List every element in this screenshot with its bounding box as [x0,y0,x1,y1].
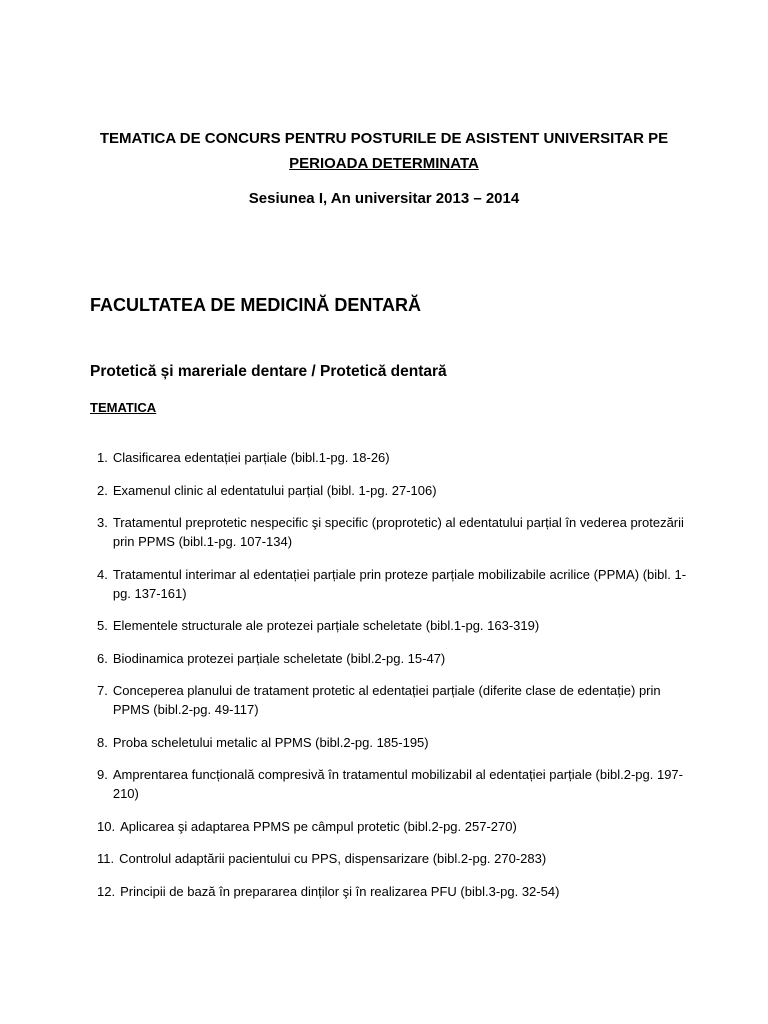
list-item [97,733,697,752]
list-item [97,817,697,836]
topic-number: 2. [97,482,108,498]
list-item [97,565,697,603]
title-line-1: TEMATICA DE CONCURS PENTRU POSTURILE DE ASISTENT UNIVERSITAR PE [99,130,669,147]
topic-number: 12. [97,883,116,899]
topic-number: 10. [97,818,116,834]
document-title [0,126,768,176]
topic-text: Tratamentul interimar al edentației parțiale prin proteze parțiale mobilizabile acrilice (PPMA) (bibl. 1-pg. 137-161) [112,566,687,601]
topic-number: 1. [97,450,108,465]
discipline-heading: Protetică și mareriale dentare / Protetică dentară [90,363,447,380]
topic-text: Elementele structurale ale protezei parțiale scheletate (bibl.1-pg. 163-319) [112,618,540,633]
list-item [97,765,697,803]
topic-text: Tratamentul preprotetic nespecific şi specific (proprotetic) al edentatului parțial în vederea protezării prin PPMS (bibl.1-pg. 107-134) [112,515,684,549]
topic-number: 3. [97,515,108,530]
topic-text: Controlul adaptării pacientului cu PPS, dispensarizare (bibl.2-pg. 270-283) [119,851,547,866]
list-item [97,513,697,551]
topic-number: 5. [97,618,108,633]
topic-number: 6. [97,650,108,666]
topic-number: 7. [97,683,108,698]
list-item [97,616,697,635]
topic-text: Principii de bază în prepararea dinților şi în realizarea PFU (bibl.3-pg. 32-54) [120,883,560,899]
list-item [97,882,697,901]
faculty-heading: FACULTATEA DE MEDICINĂ DENTARĂ [90,295,421,315]
topic-text: Conceperea planului de tratament protetic al edentației parțiale (diferite clase de edentație) prin PPMS (bibl.2-pg. 49-117) [112,683,661,717]
topic-text: Examenul clinic al edentatului parțial (bibl. 1-pg. 27-106) [112,482,437,498]
title-line-2: PERIOADA DETERMINATA [289,155,479,172]
topic-number: 8. [97,734,108,750]
list-item [97,849,697,868]
topic-list [97,448,697,914]
topic-number: 4. [97,566,108,582]
topic-text: Clasificarea edentației parțiale (bibl.1-pg. 18-26) [112,450,390,465]
topic-text: Proba scheletului metalic al PPMS (bibl.2-pg. 185-195) [112,734,429,750]
section-label-tematica: TEMATICA [90,400,157,415]
topic-text: Amprentarea funcțională compresivă în tratamentul mobilizabil al edentației parțiale (bibl.2-pg. 197-210) [112,767,683,801]
list-item [97,448,697,467]
list-item [97,481,697,500]
topic-number: 11. [97,851,115,866]
session-subtitle: Sesiunea I, An universitar 2013 – 2014 [248,190,520,207]
topic-text: Aplicarea şi adaptarea PPMS pe câmpul protetic (bibl.2-pg. 257-270) [120,818,517,834]
list-item [97,681,697,719]
topic-number: 9. [97,767,108,782]
list-item [97,649,697,668]
topic-text: Biodinamica protezei parțiale scheletate (bibl.2-pg. 15-47) [112,650,446,666]
